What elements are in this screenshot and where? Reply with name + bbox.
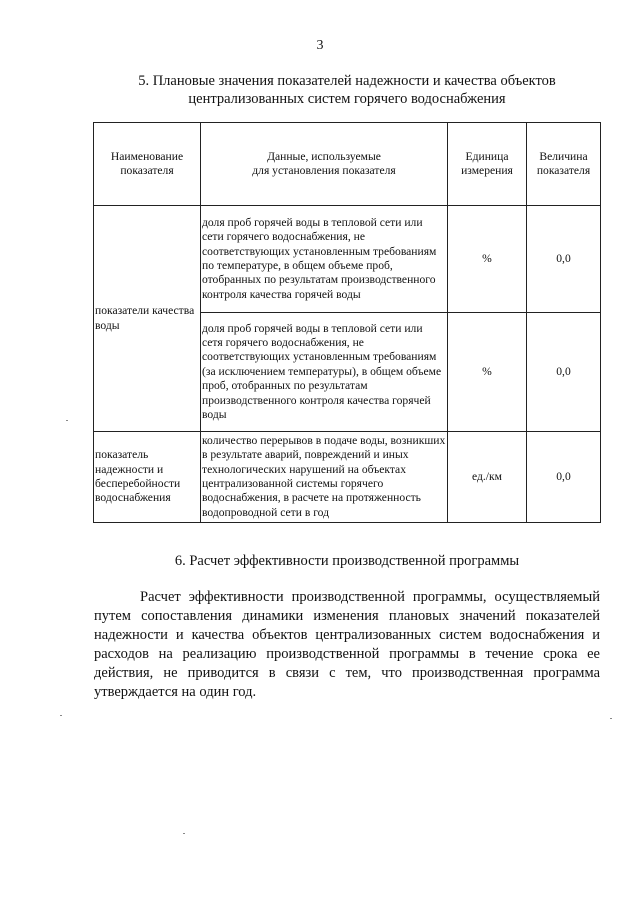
- section-5-title-line-1: 5. Плановые значения показателей надежности и качества объектов: [138, 73, 556, 89]
- source-data-cell: количество перерывов в подаче воды, возникших в результате аварий, повреждений и иных технологических нарушений на объектах централизованной системы горячего водоснабжения, в расчете на протяженность водопроводной сети в год: [201, 432, 448, 523]
- section-6-paragraph: Расчет эффективности производственной программы, осуществляемый путем сопоставления динамики изменения плановых значений показателей надежности и качества объектов централизованных систем водоснабжения и расходов на реализацию производственной программы в течение срока ее действия, не приводится в связи с тем, что производственная программа утверждается на один год.: [94, 589, 600, 700]
- header-indicator-name-line-1: Наименование: [110, 149, 184, 163]
- unit-cell: ед./км: [448, 432, 527, 523]
- section-6-title: 6. Расчет эффективности производственной программы: [174, 553, 520, 569]
- indicator-name-cell: показатель надежности и бесперебойности водоснабжения: [94, 432, 201, 523]
- header-unit-line-2: измерения: [461, 164, 513, 177]
- header-value-line-1: Величина: [539, 149, 588, 163]
- indicator-name-cell: показатели качества воды: [94, 206, 201, 432]
- unit-cell: %: [448, 313, 527, 432]
- unit-cell: %: [448, 206, 527, 313]
- header-indicator-name-line-2: показателя: [120, 164, 174, 177]
- table-header-row: [94, 123, 601, 206]
- section-5-title: [94, 72, 600, 108]
- scan-speck: [66, 420, 68, 421]
- header-unit-line-1: Единица: [465, 149, 509, 163]
- header-source-data-line-1: Данные, используемые: [267, 149, 381, 163]
- table-row: [94, 206, 601, 313]
- section-5-title-line-2: централизованных систем горячего водоснабжения: [188, 91, 506, 107]
- table-row: [94, 432, 601, 523]
- scan-speck: [610, 718, 612, 719]
- header-source-data: [201, 123, 448, 206]
- header-indicator-name: [94, 123, 201, 206]
- header-source-data-line-2: для установления показателя: [252, 164, 396, 177]
- header-value-line-2: показателя: [536, 164, 591, 177]
- value-cell: 0,0: [527, 313, 601, 432]
- source-data-cell: доля проб горячей воды в тепловой сети или сети горячего водоснабжения, не соответствующих установленным требованиям по температуре, в общем объеме проб, отобранных по результатам производственного контроля качества горячей воды: [201, 206, 448, 313]
- value-cell: 0,0: [527, 206, 601, 313]
- page-number: 3: [316, 38, 324, 53]
- scan-speck: [60, 715, 62, 716]
- source-data-cell: доля проб горячей воды в тепловой сети или сетя горячего водоснабжения, не соответствующих установленным требованиям (за исключением температуры), в общем объеме проб, отобранных по результатам производственного контроля качества горячей воды: [201, 313, 448, 432]
- header-value: [527, 123, 601, 206]
- value-cell: 0,0: [527, 432, 601, 523]
- indicators-table: [93, 122, 601, 523]
- scan-speck: [183, 833, 185, 834]
- header-unit: [448, 123, 527, 206]
